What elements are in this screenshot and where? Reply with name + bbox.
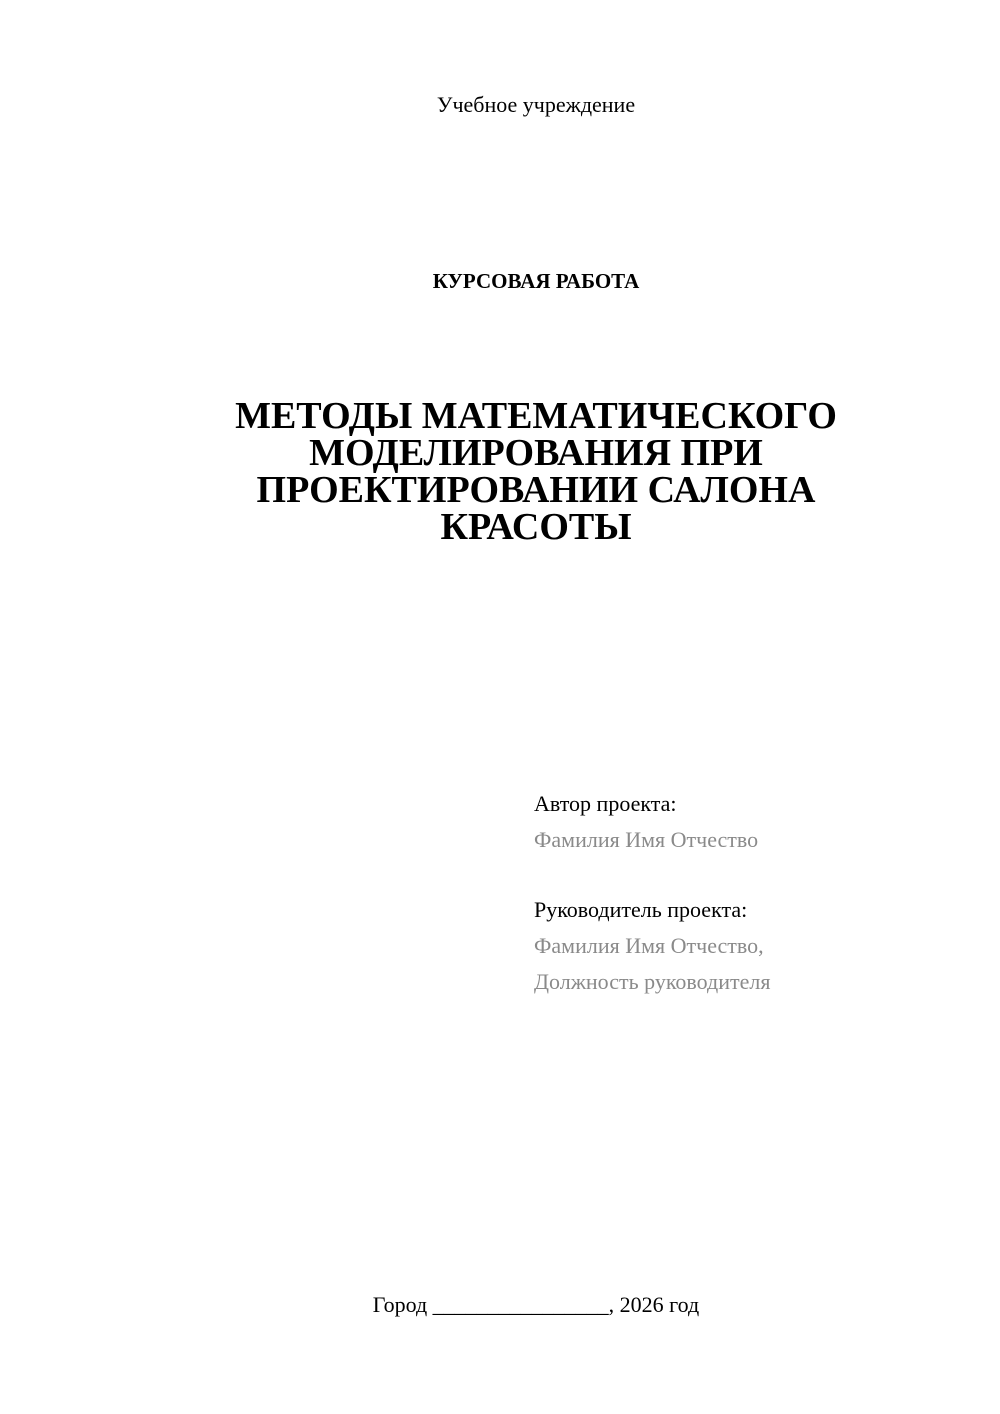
author-name: Фамилия Имя Отчество [534,827,759,852]
title-line: МЕТОДЫ МАТЕМАТИЧЕСКОГО [235,395,837,437]
signature-block [534,786,974,1000]
institution-name: Учебное учреждение [436,92,636,117]
supervisor-position: Должность руководителя [534,969,771,994]
city-year-line: Город ________________, 2026 год [372,1292,700,1317]
author-label: Автор проекта: [534,791,677,816]
signature-gap [534,858,974,892]
title-line: МОДЕЛИРОВАНИЯ ПРИ [309,432,763,474]
title-line: КРАСОТЫ [440,506,632,548]
title-line: ПРОЕКТИРОВАНИИ САЛОНА [256,469,816,511]
work-type: КУРСОВАЯ РАБОТА [432,269,640,293]
supervisor-name: Фамилия Имя Отчество, [534,933,764,958]
supervisor-label: Руководитель проекта: [534,897,748,922]
work-title [220,395,852,548]
